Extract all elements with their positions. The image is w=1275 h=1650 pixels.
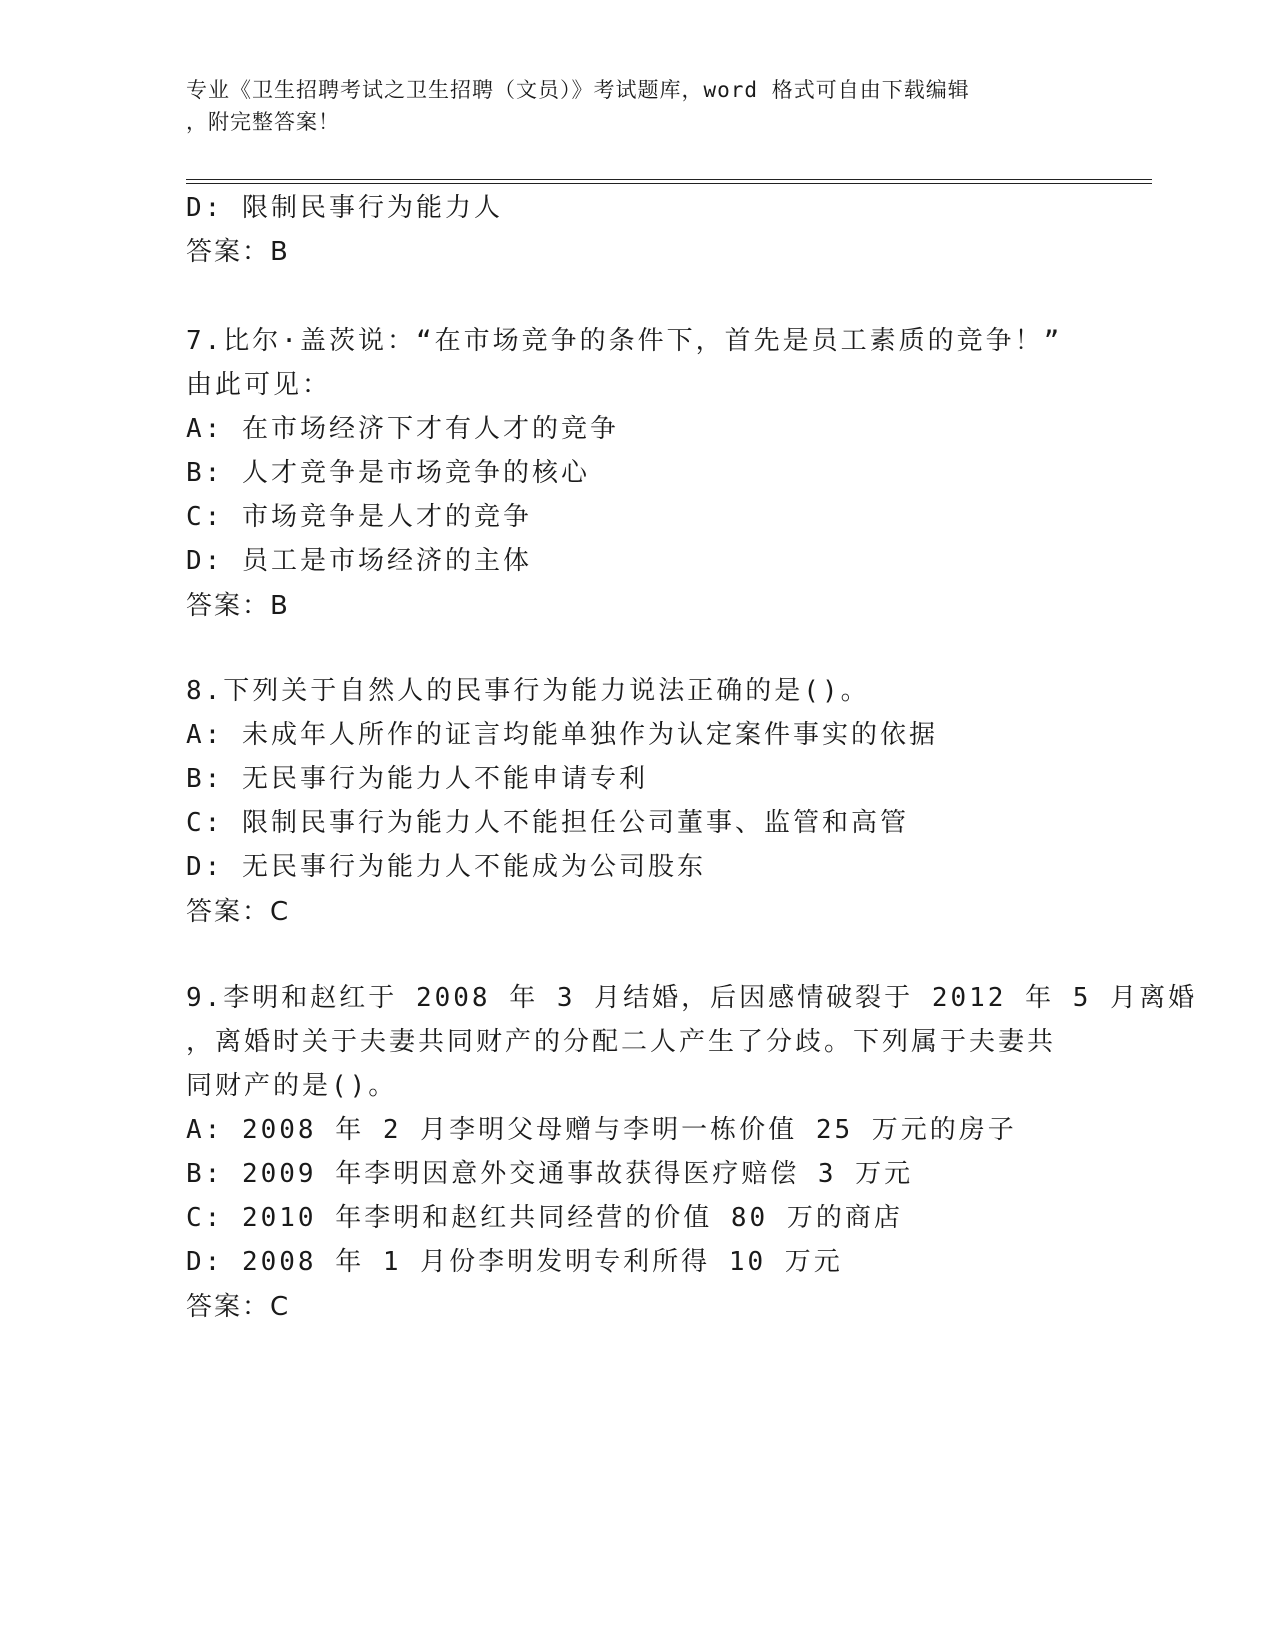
document-header: 专业《卫生招聘考试之卫生招聘（文员）》考试题库，word 格式可自由下载编辑 ，附完整答案！ [186,78,970,134]
q8-option-a: A: 未成年人所作的证言均能单独作为认定案件事实的依据 [186,720,938,750]
q7-answer: 答案：B [186,591,290,621]
q8-option-d: D: 无民事行为能力人不能成为公司股东 [186,852,706,882]
q7-option-a: A: 在市场经济下才有人才的竞争 [186,414,619,444]
prev-option-d: D: 限制民事行为能力人 [186,193,503,223]
q9-stem-line1: 9.李明和赵红于 2008 年 3 月结婚，后因感情破裂于 2012 年 5 月离婚 [186,983,1198,1013]
q8-option-b: B: 无民事行为能力人不能申请专利 [186,764,648,794]
q9-option-c: C: 2010 年李明和赵红共同经营的价值 80 万的商店 [186,1203,903,1233]
q9-option-a: A: 2008 年 2 月李明父母赠与李明一栋价值 25 万元的房子 [186,1115,1017,1145]
q8-option-c: C: 限制民事行为能力人不能担任公司董事、监管和高管 [186,808,909,838]
q9-stem-line2: ，离婚时关于夫妻共同财产的分配二人产生了分歧。下列属于夫妻共 [186,1027,1057,1057]
header-rule-bottom [186,183,1152,184]
prev-answer: 答案：B [186,237,290,267]
q8-answer: 答案：C [186,897,291,927]
q7-stem-line2: 由此可见： [186,370,332,400]
q7-option-c: C: 市场竞争是人才的竞争 [186,502,532,532]
q9-answer: 答案：C [186,1292,291,1322]
q9-option-b: B: 2009 年李明因意外交通事故获得医疗赔偿 3 万元 [186,1159,914,1189]
q7-option-b: B: 人才竞争是市场竞争的核心 [186,458,590,488]
q7-option-d: D: 员工是市场经济的主体 [186,546,532,576]
q9-option-d: D: 2008 年 1 月份李明发明专利所得 10 万元 [186,1247,843,1277]
q7-stem-line1: 7.比尔·盖茨说：“在市场竞争的条件下，首先是员工素质的竞争！” [186,326,1063,356]
q9-stem-line3: 同财产的是()。 [186,1071,398,1101]
q8-stem-line1: 8.下列关于自然人的民事行为能力说法正确的是()。 [186,676,870,706]
header-rule-top [186,179,1152,180]
